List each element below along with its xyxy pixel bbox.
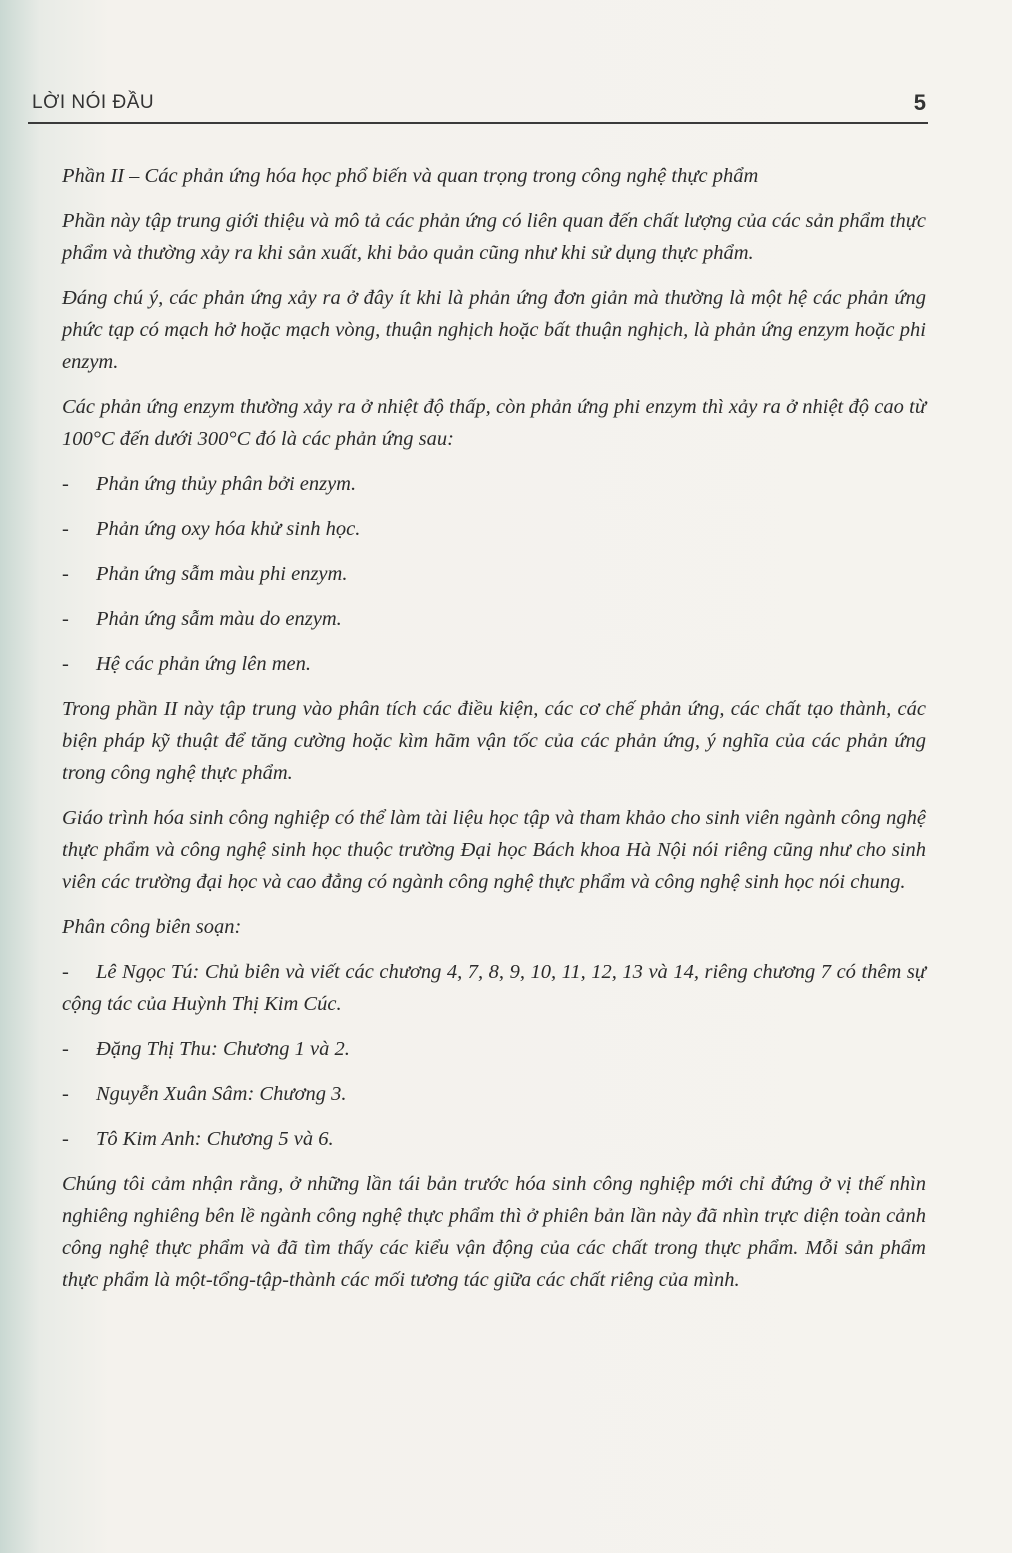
bullet-dash: - [62, 1128, 69, 1150]
list-item: - Hệ các phản ứng lên men. [62, 648, 926, 680]
paragraph: Giáo trình hóa sinh công nghiệp có thể làm tài liệu học tập và tham khảo cho sinh viên ngành công nghệ thực phẩm và công nghệ sinh học thuộc trường Đại học Bách khoa Hà Nội nói riêng cũng như cho sinh viên các trường đại học và cao đẳng có ngành công nghệ thực phẩm và công nghệ sinh học nói chung. [62, 807, 926, 893]
page-header [28, 88, 928, 124]
bullet-dash: - [62, 518, 69, 540]
bullet-dash: - [62, 1038, 69, 1060]
paragraph: Trong phần II này tập trung vào phân tích các điều kiện, các cơ chế phản ứng, các chất tạo thành, các biện pháp kỹ thuật để tăng cường hoặc kìm hãm vận tốc của các phản ứng, ý nghĩa của các phản ứng trong công nghệ thực phẩm. [62, 698, 926, 784]
list-item: - Lê Ngọc Tú: Chủ biên và viết các chương 4, 7, 8, 9, 10, 11, 12, 13 và 14, riêng chương 7 có thêm sự cộng tác của Huỳnh Thị Kim Cúc. [62, 956, 926, 1020]
list-item: - Phản ứng thủy phân bởi enzym. [62, 468, 926, 500]
paragraph: Các phản ứng enzym thường xảy ra ở nhiệt độ thấp, còn phản ứng phi enzym thì xảy ra ở nhiệt độ cao từ 100°C đến dưới 300°C đó là các phản ứng sau: [62, 396, 926, 450]
bullet-dash: - [62, 653, 69, 675]
authors-heading: Phân công biên soạn: [62, 916, 242, 938]
list-item: - Tô Kim Anh: Chương 5 và 6. [62, 1123, 926, 1155]
paragraph: Phần này tập trung giới thiệu và mô tả các phản ứng có liên quan đến chất lượng của các sản phẩm thực phẩm và thường xảy ra khi sản xuất, khi bảo quản cũng như khi sử dụng thực phẩm. [62, 210, 926, 264]
bullet-dash: - [62, 473, 69, 495]
section-title: LỜI NÓI ĐẦU [32, 92, 155, 113]
page-number: 5 [913, 90, 926, 115]
list-item: - Nguyễn Xuân Sâm: Chương 3. [62, 1078, 926, 1110]
part-title: Phần II – Các phản ứng hóa học phổ biến và quan trọng trong công nghệ thực phẩm [62, 165, 759, 187]
bullet-dash: - [62, 961, 69, 983]
list-item: - Đặng Thị Thu: Chương 1 và 2. [62, 1033, 926, 1065]
bullet-dash: - [62, 1083, 69, 1105]
paragraph: Đáng chú ý, các phản ứng xảy ra ở đây ít khi là phản ứng đơn giản mà thường là một hệ các phản ứng phức tạp có mạch hở hoặc mạch vòng, thuận nghịch hoặc bất thuận nghịch, là phản ứng enzym hoặc phi enzym. [62, 287, 926, 373]
list-item: - Phản ứng sẫm màu do enzym. [62, 603, 926, 635]
page-body [62, 160, 926, 1309]
bullet-dash: - [62, 563, 69, 585]
list-item: - Phản ứng sẫm màu phi enzym. [62, 558, 926, 590]
list-item: - Phản ứng oxy hóa khử sinh học. [62, 513, 926, 545]
bullet-dash: - [62, 608, 69, 630]
paragraph: Chúng tôi cảm nhận rằng, ở những lần tái bản trước hóa sinh công nghiệp mới chỉ đứng ở vị thế nhìn nghiêng nghiêng bên lề ngành công nghệ thực phẩm thì ở phiên bản lần này đã nhìn trực diện toàn cảnh công nghệ thực phẩm và đã tìm thấy các kiểu vận động của các chất trong thực phẩm. Mỗi sản phẩm thực phẩm là một-tổng-tập-thành các mối tương tác giữa các chất riêng của mình. [62, 1173, 926, 1291]
